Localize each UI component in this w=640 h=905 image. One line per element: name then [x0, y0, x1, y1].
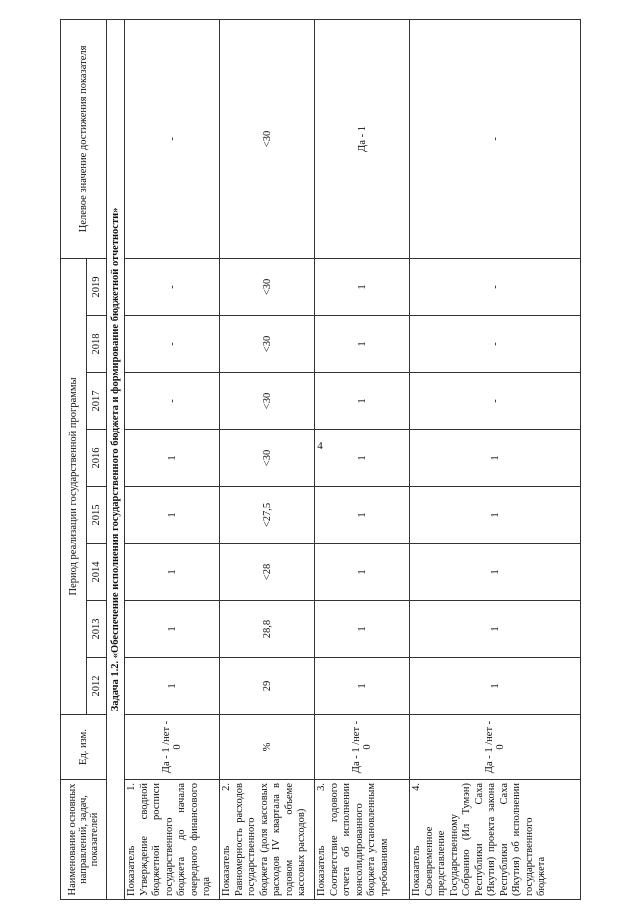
value-cell: 1 [410, 601, 581, 658]
header-name: Наименование основных направлений, задач, показателей [61, 780, 107, 900]
target-cell: - [410, 19, 581, 258]
value-cell: - [410, 258, 581, 315]
value-cell: 1 [315, 658, 410, 715]
header-year: 2012 [87, 658, 107, 715]
rotated-table-wrapper [60, 20, 640, 896]
table-row [410, 19, 581, 899]
header-year: 2013 [87, 601, 107, 658]
value-cell: <30 [220, 373, 315, 430]
value-cell: 1 [125, 658, 220, 715]
indicator-name: Показатель 2. Равномерность расходов государственного бюджета (доля кассовых расходов IV квартала в годовом объеме кассовых расходов) [220, 780, 315, 900]
indicator-unit: Да - 1 /нет - 0 [410, 715, 581, 780]
indicator-name: Показатель 4. Своевременное представление Государственному Собранию (Ил Тумэн) Республики Саха (Якутия) проекта закона Республики Саха (Якутия) об исполнении государственного бюджета [410, 780, 581, 900]
value-cell: 1 [315, 601, 410, 658]
value-cell: - [125, 258, 220, 315]
target-cell: <30 [220, 19, 315, 258]
table-row [220, 19, 315, 899]
table-row [315, 19, 410, 899]
header-target: Целевое значение достижения показателя [61, 19, 107, 258]
indicator-unit: Да - 1 /нет - 0 [125, 715, 220, 780]
indicator-table [60, 19, 581, 900]
header-year: 2016 [87, 430, 107, 487]
value-cell: 1 [315, 430, 410, 487]
header-period: Период реализации государственной программы [61, 258, 87, 714]
value-cell: 1 [315, 316, 410, 373]
value-cell: 1 [410, 487, 581, 544]
value-cell: 1 [315, 544, 410, 601]
table-row [125, 19, 220, 899]
value-cell: 1 [315, 487, 410, 544]
header-unit: Ед. изм. [61, 715, 107, 780]
value-cell: - [410, 316, 581, 373]
value-cell: - [125, 373, 220, 430]
value-cell: 1 [410, 430, 581, 487]
value-cell: 1 [125, 544, 220, 601]
target-cell: Да - 1 [315, 19, 410, 258]
indicator-name: Показатель 3. Соответствие годового отчета об исполнении консолидированного бюджета установленным требованиям [315, 780, 410, 900]
value-cell: 1 [410, 658, 581, 715]
value-cell: 29 [220, 658, 315, 715]
indicator-unit: % [220, 715, 315, 780]
target-cell: - [125, 19, 220, 258]
value-cell: 1 [315, 373, 410, 430]
header-year: 2018 [87, 316, 107, 373]
value-cell: 1 [410, 544, 581, 601]
value-cell: <30 [220, 316, 315, 373]
task-heading: Задача 1.2. «Обеспечение исполнения государственного бюджета и формирование бюджетной отчетности» [107, 19, 125, 899]
header-year: 2017 [87, 373, 107, 430]
page-number: 4 [317, 440, 323, 452]
value-cell: 1 [125, 601, 220, 658]
value-cell: - [125, 316, 220, 373]
header-year: 2014 [87, 544, 107, 601]
header-year: 2019 [87, 258, 107, 315]
value-cell: <30 [220, 258, 315, 315]
value-cell: <28 [220, 544, 315, 601]
value-cell: - [410, 373, 581, 430]
indicator-unit: Да - 1 /нет - 0 [315, 715, 410, 780]
value-cell: 28,8 [220, 601, 315, 658]
value-cell: 1 [315, 258, 410, 315]
value-cell: <30 [220, 430, 315, 487]
indicator-name: Показатель 1. Утверждение сводной бюджетной росписи государственного бюджета до начала очередного финансового года [125, 780, 220, 900]
header-year: 2015 [87, 487, 107, 544]
value-cell: 1 [125, 430, 220, 487]
value-cell: 1 [125, 487, 220, 544]
value-cell: <27,5 [220, 487, 315, 544]
